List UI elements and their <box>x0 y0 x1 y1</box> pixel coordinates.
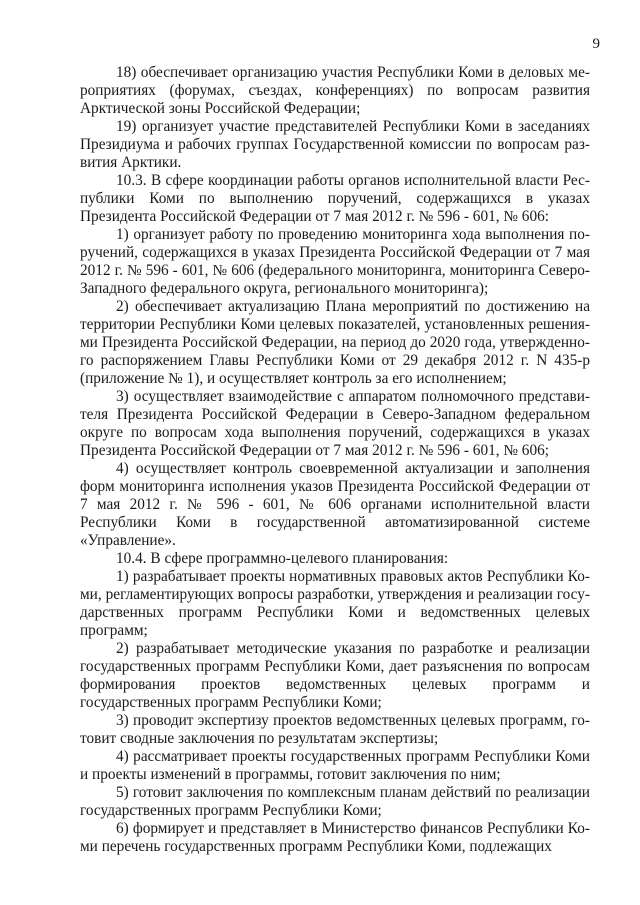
paragraph: 3) проводит экспертизу проектов ведомственных целевых программ, готовит сводные заключения по результатам экспертизы; <box>80 712 590 747</box>
section-heading-10-4: 10.4. В сфере программно-целевого планирования: <box>116 550 449 567</box>
paragraph: 2) разрабатывает методические указания по разработке и реализации государственных программ Республики Коми, дает разъяснения по вопросам формирования проектов ведомственных целевых программ и государственных программ Республики Коми; <box>80 640 590 711</box>
paragraph: 1) разрабатывает проекты нормативных правовых актов Республики Коми, регламентирующих вопросы разработки, утверждения и реализации государственных программ Республики Коми и ведомственных целевых программ; <box>80 568 590 639</box>
paragraph: 3) осуществляет взаимодействие с аппаратом полномочного представителя Президента Российской Федерации в Северо-Западном федеральном округе по вопросам хода выполнения поручений, содержащихся в указах Президента Российской Федерации от 7 мая 2012 г. № 596 - 601, № 606; <box>80 388 590 459</box>
paragraph: 6) формирует и представляет в Министерство финансов Республики Коми перечень государственных программ Республики Коми, подлежащих <box>80 820 590 855</box>
paragraph: 1) организует работу по проведению мониторинга хода выполнения поручений, содержащихся в указах Президента Российской Федерации от 7 мая 2012 г. № 596 - 601, № 606 (федерального мониторинга, мониторинга Северо-Западного федерального округа, регионального мониторинга); <box>80 226 590 297</box>
page-number: 9 <box>592 36 600 52</box>
paragraph: 5) готовит заключения по комплексным планам действий по реализации государственных программ Республики Коми; <box>80 784 590 819</box>
paragraph: 19) организует участие представителей Республики Коми в заседаниях Президиума и рабочих группах Государственной комиссии по вопросам развития Арктики. <box>80 118 590 171</box>
paragraph: 18) обеспечивает организацию участия Республики Коми в деловых мероприятиях (форумах, съездах, конференциях) по вопросам развития Арктической зоны Российской Федерации; <box>80 64 590 117</box>
paragraph: 2) обеспечивает актуализацию Плана мероприятий по достижению на территории Республики Коми целевых показателей, установленных решениями Президента Российской Федерации, на период до 2020 года, утвержденного распоряжением Главы Республики Коми от 29 декабря 2012 г. N 435-р (приложение № 1), и осуществляет контроль за его исполнением; <box>80 298 590 387</box>
paragraph: 4) осуществляет контроль своевременной актуализации и заполнения форм мониторинга исполнения указов Президента Российской Федерации от 7 мая 2012 г. № 596 - 601, № 606 органами исполнительной власти Республики Коми в государственной автоматизированной системе «Управление». <box>80 460 590 549</box>
paragraph: 4) рассматривает проекты государственных программ Республики Коми и проекты изменений в программы, готовит заключения по ним; <box>80 748 590 783</box>
section-heading-10-3: 10.3. В сфере координации работы органов исполнительной власти Республики Коми по выполнению поручений, содержащихся в указах Президента Российской Федерации от 7 мая 2012 г. № 596 - 601, № 606: <box>80 172 590 225</box>
document-body <box>80 64 590 856</box>
